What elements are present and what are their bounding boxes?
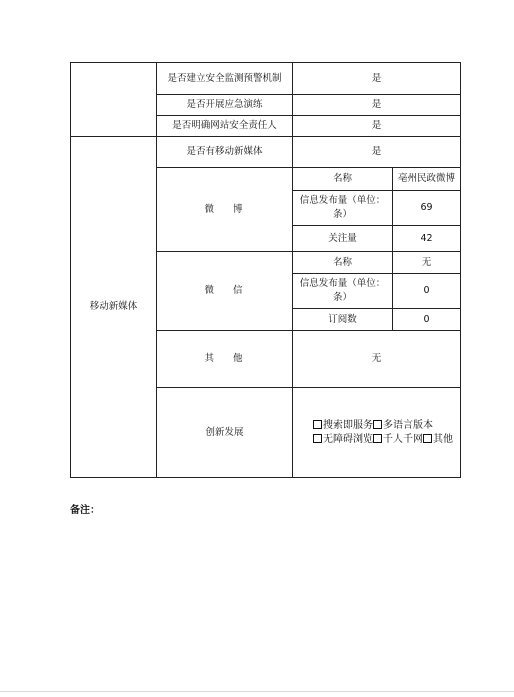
weibo-posts-label: 信息发布量（单位：条） (293, 191, 393, 226)
innovation-options (293, 388, 461, 478)
wechat-posts-value: 0 (393, 274, 461, 309)
innovation-option[interactable] (373, 420, 433, 431)
checkbox-icon[interactable] (313, 434, 322, 443)
checkbox-icon[interactable] (313, 420, 322, 429)
other-value: 无 (293, 331, 461, 388)
mobile-media-label: 移动新媒体 (71, 137, 157, 478)
website-report-table (70, 62, 461, 478)
wechat-name-value: 无 (393, 252, 461, 274)
innovation-option-label: 无障碍浏览 (323, 433, 373, 445)
has-new-media-value: 是 (293, 137, 461, 168)
innovation-option-label: 搜索即服务 (323, 419, 373, 431)
responsible-value: 是 (293, 116, 461, 137)
weibo-label: 微 博 (157, 168, 293, 252)
responsible-label: 是否明确网站安全责任人 (157, 116, 293, 137)
weibo-name-value: 亳州民政微博 (393, 168, 461, 191)
blank-cell (71, 63, 157, 137)
innovation-label: 创新发展 (157, 388, 293, 478)
weibo-followers-label: 关注量 (293, 226, 393, 252)
innovation-option[interactable] (423, 434, 453, 445)
innovation-option-label: 千人千网 (383, 433, 423, 445)
innovation-option[interactable] (313, 420, 373, 431)
monitoring-label: 是否建立安全监测预警机制 (157, 63, 293, 95)
innovation-option[interactable] (313, 434, 373, 445)
weibo-posts-value: 69 (393, 191, 461, 226)
wechat-label: 微 信 (157, 252, 293, 331)
page-divider (0, 691, 514, 692)
innovation-option[interactable] (373, 434, 423, 445)
table-row (71, 137, 461, 168)
note-label: 备注： (70, 505, 100, 516)
drill-value: 是 (293, 95, 461, 116)
other-label: 其 他 (157, 331, 293, 388)
has-new-media-label: 是否有移动新媒体 (157, 137, 293, 168)
innovation-option-label: 多语言版本 (383, 419, 433, 431)
innovation-option-label: 其他 (433, 433, 453, 445)
checkbox-icon[interactable] (423, 434, 432, 443)
wechat-subscribers-value: 0 (393, 309, 461, 331)
monitoring-value: 是 (293, 63, 461, 95)
checkbox-icon[interactable] (373, 420, 382, 429)
drill-label: 是否开展应急演练 (157, 95, 293, 116)
wechat-subscribers-label: 订阅数 (293, 309, 393, 331)
weibo-followers-value: 42 (393, 226, 461, 252)
wechat-posts-label: 信息发布量（单位：条） (293, 274, 393, 309)
weibo-name-label: 名称 (293, 168, 393, 191)
wechat-name-label: 名称 (293, 252, 393, 274)
table-row (71, 63, 461, 95)
checkbox-icon[interactable] (373, 434, 382, 443)
